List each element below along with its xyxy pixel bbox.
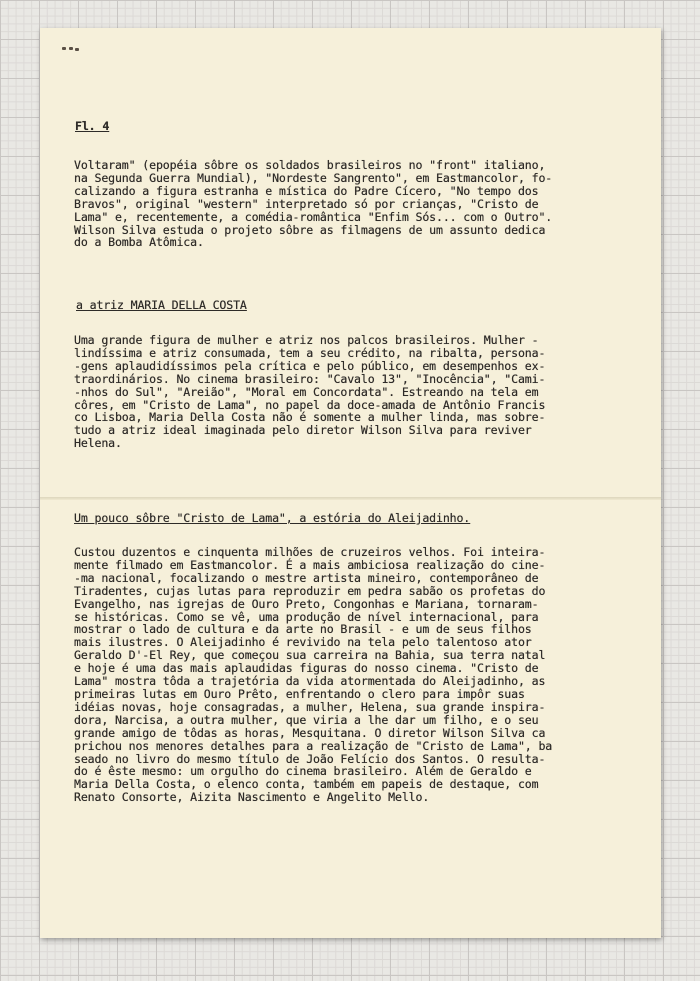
punch-mark	[75, 48, 79, 51]
heading-actress: a atriz MARIA DELLA COSTA	[76, 298, 247, 312]
heading-cristo-de-lama: Um pouco sôbre "Cristo de Lama", a estória do Aleijadinho.	[74, 511, 471, 525]
paragraph-films: Voltaram" (epopéia sôbre os soldados brasileiros no "front" italiano, na Segunda Guerra Mundial), "Nordeste Sangrento", em Eastmancolor, fo- calizando a figura estranha e mística do Padre Cícero, "No tempo dos Bravos", original "western" interpretado só por crianças, "Cristo de Lama" e, recentemente, a comédia-romântica "Enfim Sós... com o Outro". Wilson Silva estuda o projeto sôbre as filmagens de um assunto dedica do a Bomba Atômica.	[74, 158, 553, 250]
paragraph-cristo-de-lama: Custou duzentos e cinquenta milhões de cruzeiros velhos. Foi inteira- mente filmado em Eastmancolor. É a mais ambiciosa realização do cine- -ma nacional, focalizando o mestre artista mineiro, contemporâneo de Tiradentes, cujas lutas para reproduzir em pedra sabão os profetas do Evangelho, nas igrejas de Ouro Preto, Congonhas e Mariana, tornaram- se históricas. Como se vê, uma produção de nível internacional, para mostrar o lado de cultura e da arte no Brasil - e um de seus filhos mais ilustres. O Aleijadinho é revivido na tela pelo talentoso ator Geraldo D'-El Rey, que começou sua carreira na Bahia, sua terra natal e hoje é uma das mais aplaudidas figuras do nosso cinema. "Cristo de Lama" mostra tôda a trajetória da vida atormentada do Aleijadinho, as primeiras lutas em Ouro Prêto, enfrentando o clero para impôr suas idéias novas, hoje consagradas, a mulher, Helena, sua grande inspira- dora, Narcisa, a outra mulher, que viria a lhe dar um filho, e o seu grande amigo de tôdas as horas, Mesquitana. O diretor Wilson Silva ca prichou nos menores detalhes para a realização de "Cristo de Lama", ba seado no livro do mesmo título de João Felício dos Santos. O resulta- do é êste mesmo: um orgulho do cinema brasileiro. Além de Geraldo e Maria Della Costa, o elenco conta, também em papeis de destaque, com Renato Consorte, Aizita Nascimento e Angelito Mello.	[74, 545, 553, 805]
paper-fold	[40, 497, 661, 500]
page-folio: Fl. 4	[75, 119, 110, 133]
paragraph-actress: Uma grande figura de mulher e atriz nos palcos brasileiros. Mulher - lindíssima e atriz consumada, tem a seu crédito, na ribalta, persona- -gens aplaudidíssimos pela crítica e pelo público, em desempenhos ex- traordinários. No cinema brasileiro: "Cavalo 13", "Inocência", "Cami- -nhos do Sul", "Areião", "Moral em Concordata". Estreando na tela em côres, em "Cristo de Lama", no papel da doce-amada de Antônio Francis co Lisboa, Maria Della Costa não é somente a mulher linda, mas sobre- tudo a atriz ideal imaginada pelo diretor Wilson Silva para reviver Helena.	[74, 333, 546, 451]
punch-mark	[62, 47, 66, 50]
punch-mark	[69, 47, 73, 50]
